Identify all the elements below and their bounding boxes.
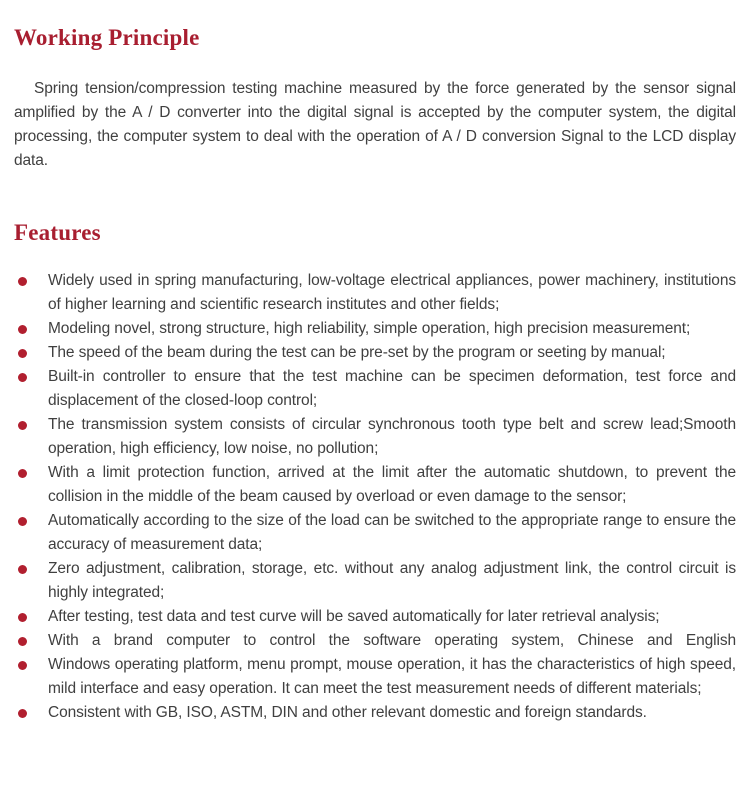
list-item-text: After testing, test data and test curve will be saved automatically for later retrieval analysis; xyxy=(48,608,660,625)
list-item xyxy=(14,365,736,413)
list-item xyxy=(14,269,736,317)
list-item xyxy=(14,413,736,461)
bullet-icon xyxy=(18,349,27,358)
list-item-text: Zero adjustment, calibration, storage, etc. without any analog adjustment link, the control circuit is highly integrated; xyxy=(48,560,736,601)
features-heading: Features xyxy=(14,220,101,245)
list-item xyxy=(14,341,736,365)
features-list xyxy=(14,269,736,725)
list-item-text: With a brand computer to control the software operating system, Chinese and English xyxy=(48,632,736,649)
list-item xyxy=(14,461,736,509)
bullet-icon xyxy=(18,469,27,478)
list-item xyxy=(14,653,736,701)
bullet-icon xyxy=(18,373,27,382)
list-item-text: Consistent with GB, ISO, ASTM, DIN and other relevant domestic and foreign standards. xyxy=(48,704,647,721)
bullet-icon xyxy=(18,421,27,430)
list-item xyxy=(14,629,736,653)
list-item-text: The speed of the beam during the test can be pre-set by the program or seeting by manual; xyxy=(48,344,666,361)
list-item xyxy=(14,317,736,341)
list-item-text: Widely used in spring manufacturing, low-voltage electrical appliances, power machinery, institutions of higher learning and scientific research institutes and other fields; xyxy=(48,272,736,313)
list-item xyxy=(14,509,736,557)
list-item-text: The transmission system consists of circular synchronous tooth type belt and screw lead;Smooth operation, high efficiency, low noise, no pollution; xyxy=(48,416,736,457)
list-item xyxy=(14,557,736,605)
list-item-text: With a limit protection function, arrived at the limit after the automatic shutdown, to prevent the collision in the middle of the beam caused by overload or even damage to the sensor; xyxy=(48,464,736,505)
list-item xyxy=(14,701,736,725)
bullet-icon xyxy=(18,517,27,526)
bullet-icon xyxy=(18,637,27,646)
bullet-icon xyxy=(18,661,27,670)
bullet-icon xyxy=(18,325,27,334)
bullet-icon xyxy=(18,613,27,622)
bullet-icon xyxy=(18,277,27,286)
list-item-text: Windows operating platform, menu prompt, mouse operation, it has the characteristics of high speed, mild interface and easy operation. It can meet the test measurement needs of different materials; xyxy=(48,656,736,697)
working-principle-heading: Working Principle xyxy=(14,25,200,50)
bullet-icon xyxy=(18,709,27,718)
list-item-text: Modeling novel, strong structure, high reliability, simple operation, high precision measurement; xyxy=(48,320,691,337)
bullet-icon xyxy=(18,565,27,574)
list-item-text: Built-in controller to ensure that the test machine can be specimen deformation, test force and displacement of the closed-loop control; xyxy=(48,368,736,409)
list-item-text: Automatically according to the size of the load can be switched to the appropriate range to ensure the accuracy of measurement data; xyxy=(48,512,736,553)
working-principle-paragraph: Spring tension/compression testing machine measured by the force generated by the sensor signal amplified by the A / D converter into the digital signal is accepted by the computer system, the digital processing, the computer system to deal with the operation of A / D conversion Signal to the LCD display data. xyxy=(14,80,736,169)
list-item xyxy=(14,605,736,629)
